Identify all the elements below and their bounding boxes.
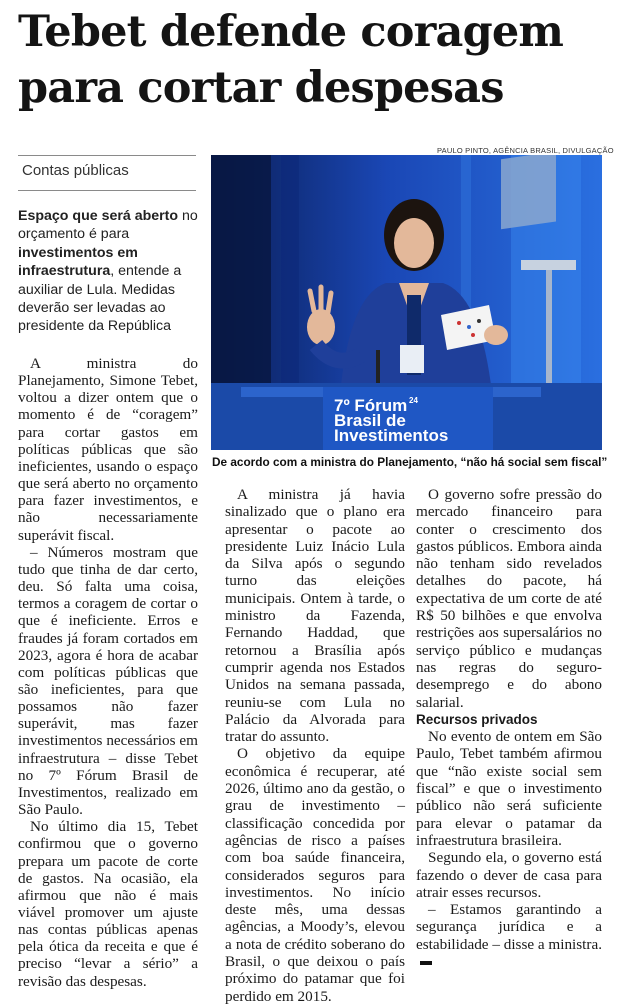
article-column-1 [18, 355, 198, 990]
paragraph: O objetivo da equipe econômica é recuperar, até 2026, último ano da gestão, o grau de investimento – classificação concedida por agências de risco a países com boa saúde financeira, considerados seguros para investimentos. No início deste mês, uma dessas agências, a Moody’s, elevou a nota de crédito soberano do Brasil, o que deixou o país próximo do patamar que foi perdido em 2015. [225, 745, 405, 1005]
podium-line-1: 7º Fórum [334, 396, 408, 415]
headline-line-1: Tebet defende coragem [18, 7, 564, 57]
podium-superscript: 24 [409, 396, 418, 405]
article-photo [211, 155, 602, 450]
section-rule-top [18, 155, 196, 156]
end-mark-icon [420, 961, 432, 965]
subhead: Recursos privados [416, 711, 538, 727]
paragraph: A ministra do Planejamento, Simone Tebet, voltou a dizer ontem que o momento é de “coragem” para cortar gastos em políticas públicas que são ineficientes, usando o espaço que será aberto no orçamento para fazer investimentos, e não necessariamente superávit fiscal. [18, 355, 198, 544]
headline [18, 4, 608, 116]
dek [18, 207, 198, 336]
dek-bold-1: Espaço que será aberto [18, 208, 179, 224]
photo-illustration [211, 155, 602, 450]
podium-line-3: Investimentos [334, 426, 449, 445]
paragraph: O governo sofre pressão do mercado financeiro para conter o crescimento dos gastos públicos. Embora ainda não tenham sido revelados detalhes do pacote, há expectativa de um corte de até R$ 50 bilhões e que envolva restrições aos supersalários no serviço público e mudanças nas regras do seguro-desemprego e do abono salarial. [416, 486, 602, 711]
headline-line-2: para cortar despesas [18, 63, 504, 113]
badge-icon [400, 345, 424, 373]
dek-text-2: , entende a auxiliar de Lula. Medidas deverão ser levadas ao presidente da República [18, 263, 182, 335]
paragraph: A ministra já havia sinalizado que o plano era apresentar o pacote ao presidente Luiz Inácio Lula da Silva após o segundo turno das eleições municipais. Ontem à tarde, o ministro da Fazenda, Fernando Haddad, que retornou a Brasília após cumprir agenda nos Estados Unidos na semana passada, reuniu-se com Lula no Palácio da Alvorada para tratar do assunto. [225, 486, 405, 746]
paragraph: – Números mostram que tudo que tinha de dar certo, deu. Só falta uma coisa, termos a coragem de cortar o que é ineficiente. Erros e fraudes já foram cortados em 2023, agora é hora de acabar com políticas públicas que são ineficientes, para que possamos não fazer superávit, mas fazer investimentos necessários em infraestrutura – disse Tebet no 7º Fórum Brasil de Investimentos, realizado em São Paulo. [18, 543, 198, 819]
paragraph-last-text: – Estamos garantindo a segurança jurídica e a estabilidade – disse a ministra. [416, 901, 603, 953]
paragraph: Segundo ela, o governo está fazendo o dever de casa para atrair esses recursos. [416, 849, 602, 901]
photo-caption: De acordo com a ministra do Planejamento, “não há social sem fiscal” [212, 455, 608, 469]
article-column-3 [416, 486, 602, 970]
section-rule-bottom [18, 190, 196, 191]
dek-bold-2: investimentos em infraestrutura [18, 244, 138, 280]
podium-line-2: Brasil de [334, 411, 406, 430]
photo-credit: PAULO PINTO, AGÊNCIA BRASIL, DIVULGAÇÃO [437, 146, 614, 155]
paragraph: No último dia 15, Tebet confirmou que o governo prepara um pacote de corte de gastos. Na ocasião, ela afirmou que não é mais viável promover um ajuste nas contas públicas apenas pela ótica da receita e que é preciso “levar a sério” a revisão das despesas. [18, 818, 198, 990]
section-label: Contas públicas [22, 162, 129, 179]
article-column-2 [225, 486, 405, 1005]
paragraph: No evento de ontem em São Paulo, Tebet também afirmou que “não existe social sem fiscal” e que o investimento público não será suficiente para elevar o patamar da infraestrutura brasileira. [416, 728, 602, 849]
paragraph-last [416, 901, 602, 970]
teleprompter-icon [501, 155, 556, 229]
dek-text-1: no orçamento é para [18, 208, 198, 243]
